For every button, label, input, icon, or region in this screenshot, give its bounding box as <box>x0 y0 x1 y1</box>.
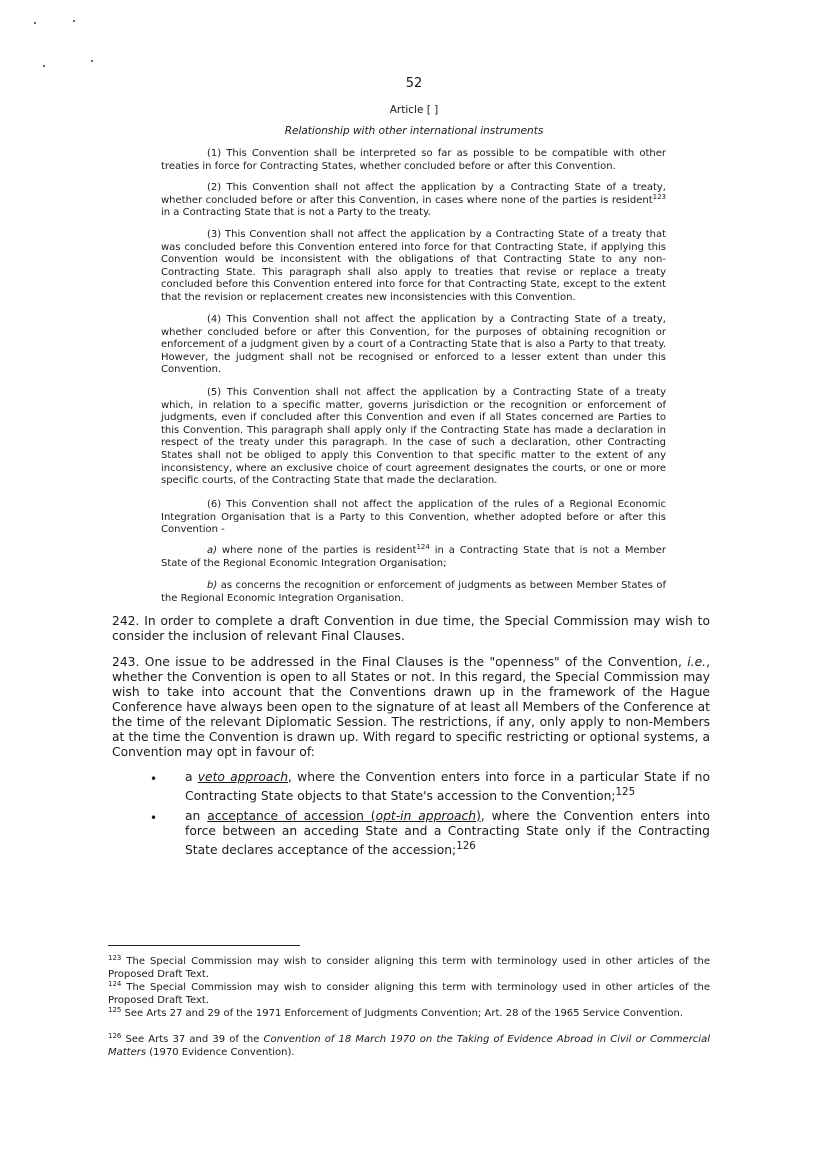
article-paragraph-1: (1) This Convention shall be interpreted so far as possible to be compatible with other treaties in force for Contracting States, whether concluded before or after this Convention. <box>161 148 666 172</box>
article-paragraph-3: (3) This Convention shall not affect the application by a Contracting State of a treaty that was concluded before this Convention entered into force for that Contracting State, if applying this Convention would be inconsistent with the obligations of that Contracting State to any non-Contracting State. This paragraph shall also apply to treaties that revise or replace a treaty concluded before this Convention entered into force for that Contracting State, except to the extent that the revision or replacement creates new inconsistencies with this Convention. <box>161 229 666 303</box>
scan-speck <box>73 20 75 22</box>
scan-speck <box>43 65 45 67</box>
footnote-124: $^{124}$ The Special Commission may wish to consider aligning this term with terminology used in other articles of the Proposed Draft Text. <box>108 980 710 1006</box>
footnote-separator <box>108 945 300 946</box>
footnote-123: $^{123}$ The Special Commission may wish to consider aligning this term with terminology used in other articles of the Proposed Draft Text. <box>108 954 710 980</box>
scan-speck <box>91 60 93 62</box>
article-title: Article [ ] <box>389 104 439 116</box>
bullet-veto-approach: a veto approach, where the Convention enters into force in a particular State if no Contracting State objects to that State's accession to the Convention;$^{125}$ <box>185 770 710 804</box>
footnote-ref-124: 124 <box>416 543 430 551</box>
bullet-marker: • <box>150 772 158 786</box>
page-number: 52 <box>405 76 423 91</box>
acceptance-of-accession-term: acceptance of accession (opt-in approach) <box>207 809 481 823</box>
article-paragraph-4: (4) This Convention shall not affect the application by a Contracting State of a treaty, whether concluded before or after this Convention, for the purposes of obtaining recognition or enforcement of a judgment given by a court of a Contracting State that is also a Party to that treaty. However, the judgment shall not be recognised or enforced to a lesser extent than under this Convention. <box>161 314 666 376</box>
article-paragraph-6: (6) This Convention shall not affect the application of the rules of a Regional Economic Integration Organisation that is a Party to this Convention, whether adopted before or after this Convention - <box>161 499 666 536</box>
veto-approach-term: veto approach <box>197 770 288 784</box>
article-paragraph-5: (5) This Convention shall not affect the application by a Contracting State of a treaty which, in relation to a specific matter, governs jurisdiction or the recognition or enforcement of judgments, even if concluded after this Convention and even if all States concerned are Parties to this Convention. This paragraph shall apply only if the Contracting State has made a declaration in respect of the treaty under this paragraph. In the case of such a declaration, other Contracting States shall not be obliged to apply this Convention to that specific matter to the extent of any inconsistency, where an exclusive choice of court agreement designates the courts, or one or more specific courts, of the Contracting State that made the declaration. <box>161 387 666 487</box>
bullet-marker: • <box>150 811 158 825</box>
paragraph-242: 242. In order to complete a draft Convention in due time, the Special Commission may wish to consider the inclusion of relevant Final Clauses. <box>112 614 710 643</box>
scan-speck <box>34 22 36 24</box>
footnote-ref-123: 123 <box>652 192 666 201</box>
footnote-ref-125: 125 <box>615 786 636 798</box>
paragraph-243: 243. One issue to be addressed in the Final Clauses is the "openness" of the Convention, i.e., whether the Convention is open to all States or not. In this regard, the Special Commission may wish to take into account that the Conventions drawn up in the framework of the Hague Conference have always been open to the signature of at least all Members of the Conference at the time of the relevant Diplomatic Session. The restrictions, if any, only apply to non-Members at the time the Convention is drawn up. With regard to specific restricting or optional systems, a Convention may opt in favour of: <box>112 655 710 759</box>
article-subparagraph-a: a) where none of the parties is resident$^{124}$ in a Contracting State that is not a Member State of the Regional Economic Integration Organisation; <box>161 543 666 569</box>
article-subtitle: Relationship with other international instruments <box>284 125 544 137</box>
article-paragraph-2: (2) This Convention shall not affect the application by a Contracting State of a treaty, whether concluded before or after this Convention, in cases where none of the parties is resident$^{123}$ in a Contracting State that is not a Party to the treaty. <box>161 182 666 219</box>
footnote-125: $^{125}$ See Arts 27 and 29 of the 1971 Enforcement of Judgments Convention; Art. 28 of the 1965 Service Convention. <box>108 1006 684 1019</box>
article-subparagraph-b: b) as concerns the recognition or enforcement of judgments as between Member States of the Regional Economic Integration Organisation. <box>161 580 666 604</box>
footnote-126: $^{126}$ See Arts 37 and 39 of the Convention of 18 March 1970 on the Taking of Evidence Abroad in Civil or Commercial Matters (1970 Evidence Convention). <box>108 1032 710 1058</box>
footnote-ref-126: 126 <box>456 840 476 852</box>
bullet-acceptance-of-accession: an acceptance of accession (opt-in approach), where the Convention enters into force between an acceding State and a Contracting State only if the Contracting State declares acceptance of the accession;$^{126}$ <box>185 809 710 858</box>
